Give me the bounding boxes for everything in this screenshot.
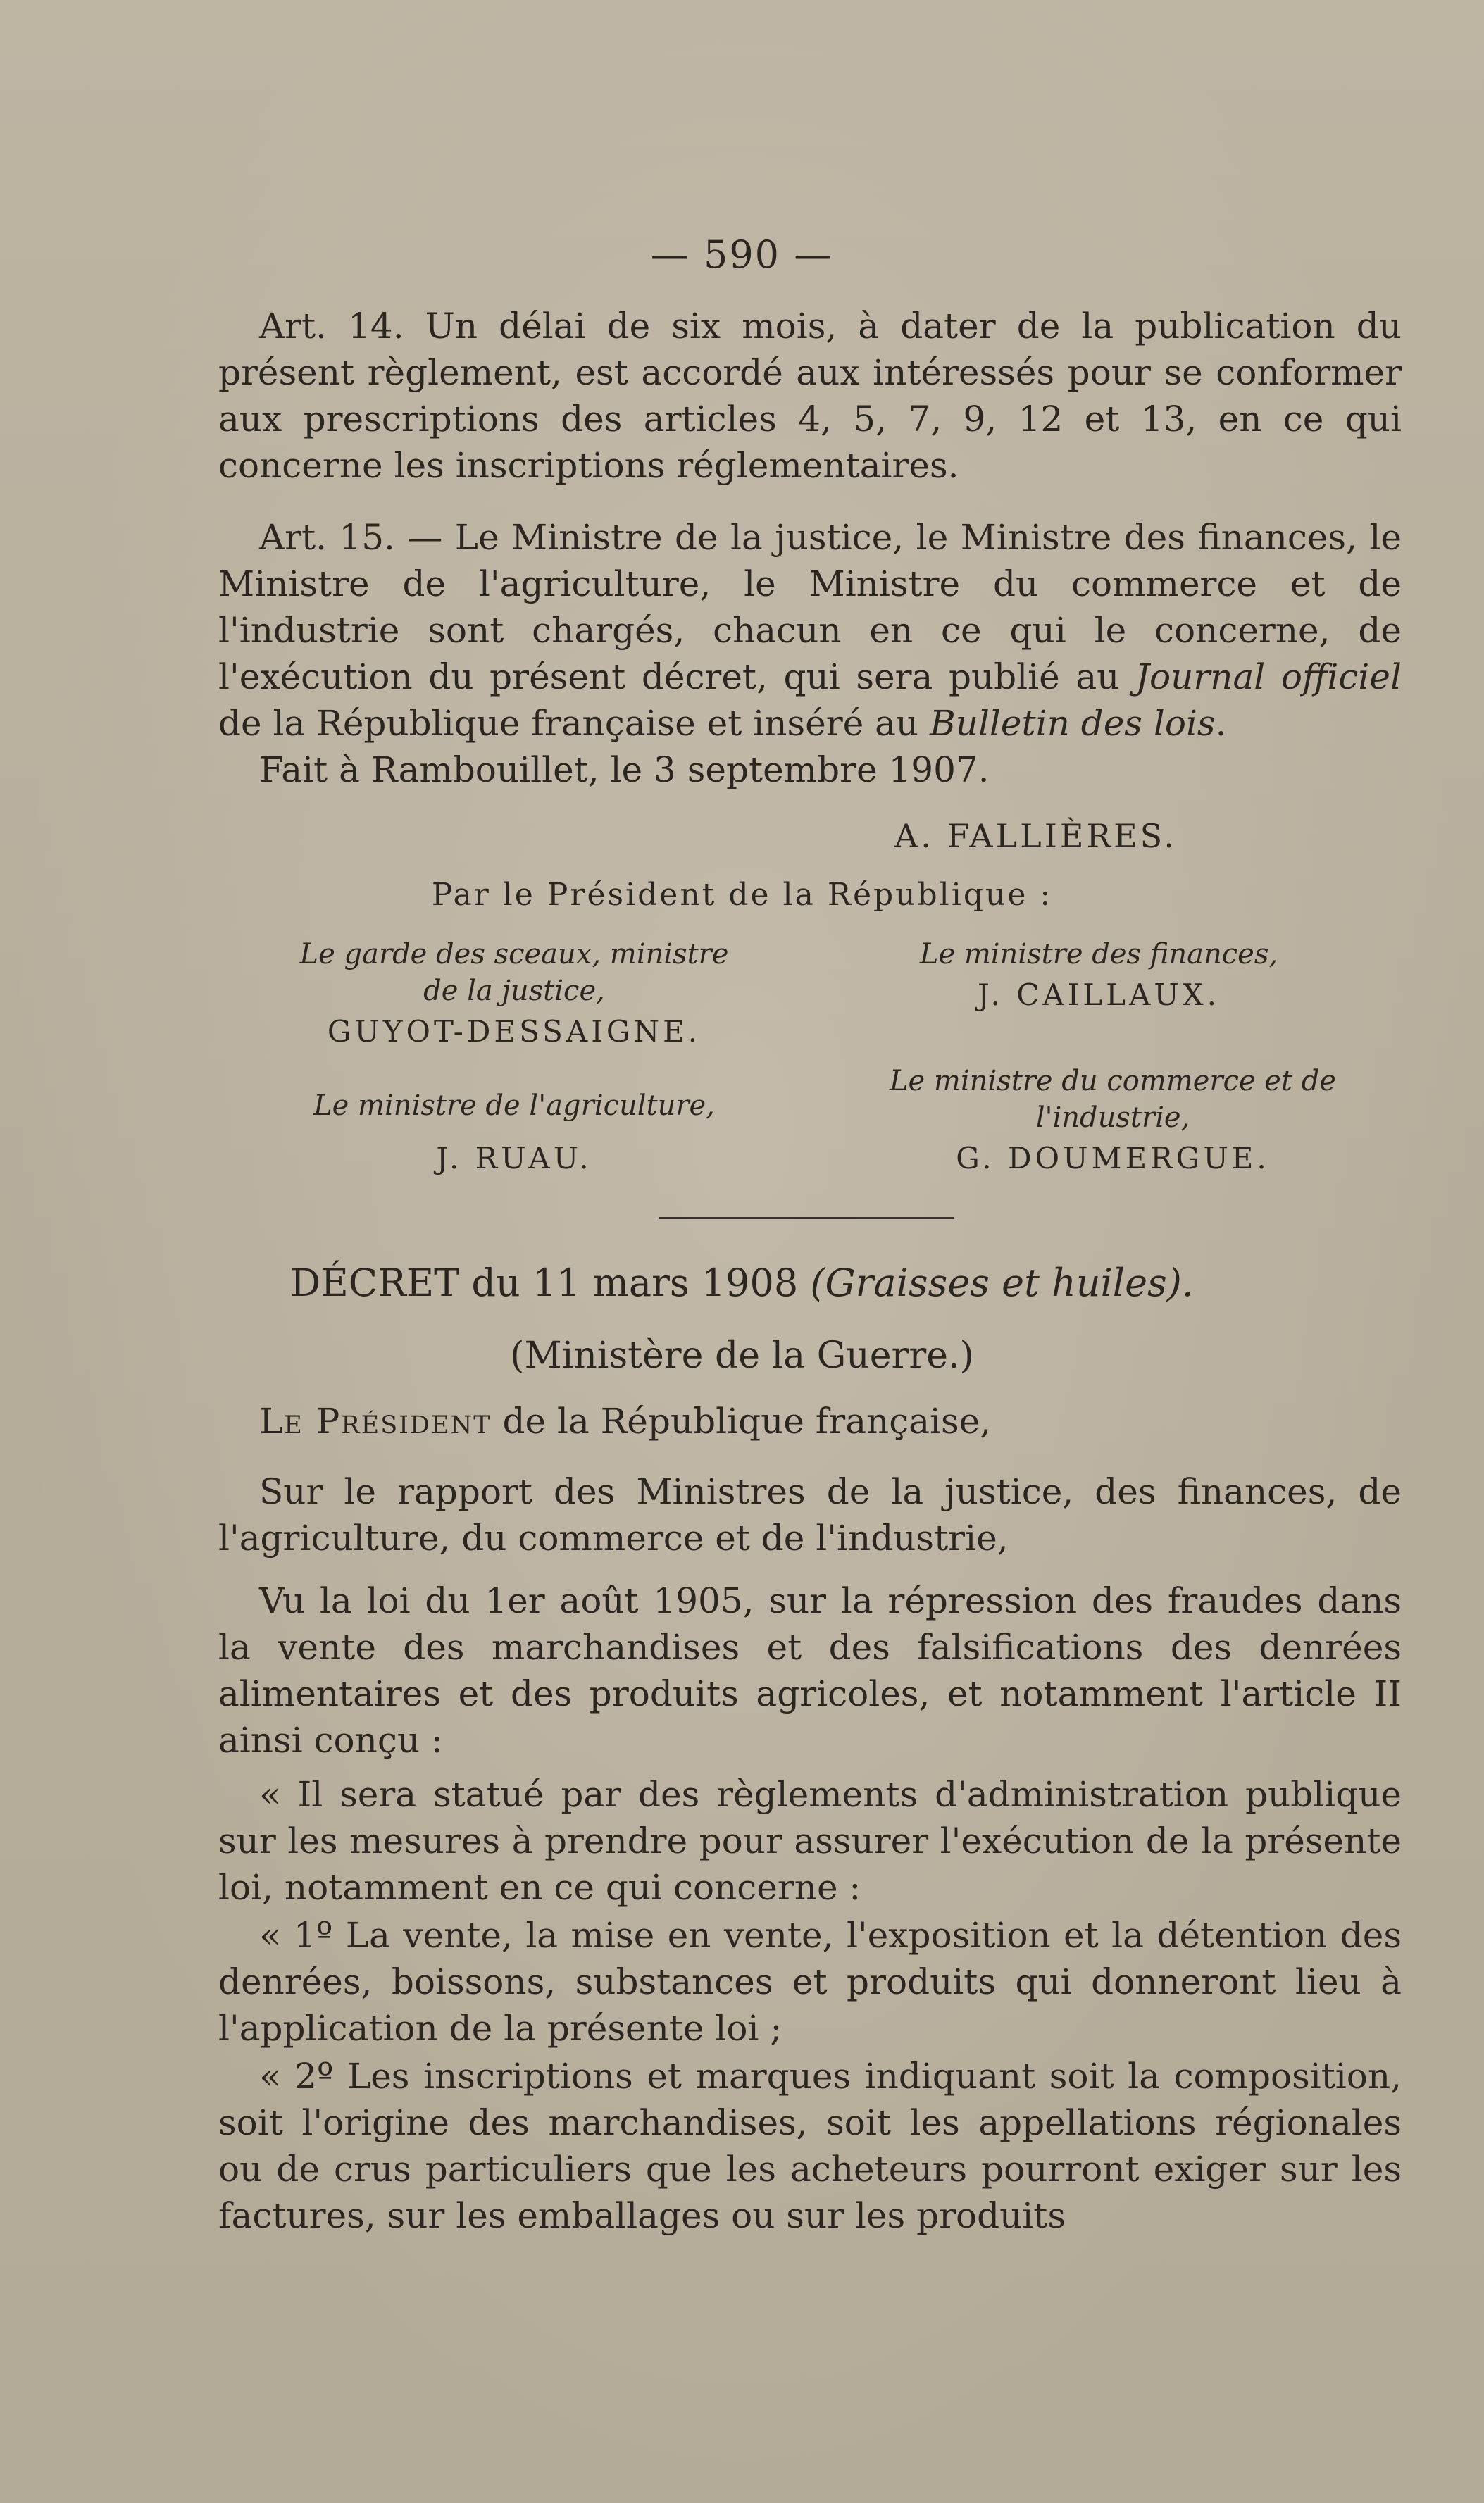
quote-paragraph-2: « 1º La vente, la mise en vente, l'exposition et la détention des denrées, boissons, substances et produits qui donneront lieu à l'application de la présente loi ; xyxy=(218,1915,1402,2049)
preamble-rest: de la République française, xyxy=(491,1401,992,1442)
preamble xyxy=(218,1398,1402,1444)
decree-title-text: DÉCRET du 11 mars 1908 xyxy=(290,1261,799,1305)
president-signature: A. FALLIÈRES. xyxy=(894,817,1178,855)
ministre-finances-title: Le ministre des finances, xyxy=(919,938,1278,970)
preamble-lead: Le Président xyxy=(259,1401,492,1442)
ministre-commerce-title-2: l'industrie, xyxy=(1035,1101,1190,1134)
page-number: — 590 — xyxy=(650,232,834,277)
section-divider xyxy=(659,1217,954,1219)
par-le-president: Par le Président de la République : xyxy=(431,877,1053,913)
article-14: Art. 14. Un délai de six mois, à dater de la publication du présent règlement, est accordé aux intéressés pour se conformer aux prescriptions des articles 4, 5, 7, 9, 12 et 13, en ce qui concerne les inscriptions réglementaires. xyxy=(218,306,1402,486)
sur-le-rapport: Sur le rapport des Ministres de la justice, des finances, de l'agriculture, du commerce et de l'industrie, xyxy=(218,1471,1402,1559)
garde-des-sceaux-name: GUYOT-DESSAIGNE. xyxy=(327,1014,702,1049)
ministry-line: (Ministère de la Guerre.) xyxy=(510,1335,974,1377)
ministre-agriculture-name: J. RUAU. xyxy=(436,1141,592,1175)
journal-officiel: Journal officiel xyxy=(1135,656,1402,697)
ministre-finances-name: J. CAILLAUX. xyxy=(977,978,1221,1012)
article-15-text-end: . xyxy=(1215,703,1227,744)
garde-des-sceaux-title-2: de la justice, xyxy=(423,975,605,1007)
fait-a-rambouillet: Fait à Rambouillet, le 3 septembre 1907. xyxy=(259,749,990,790)
decree-title xyxy=(0,1261,1484,1305)
ministre-commerce-name: G. DOUMERGUE. xyxy=(956,1141,1270,1175)
article-15-text-mid: de la République française et inséré au xyxy=(218,703,930,744)
bulletin-des-lois: Bulletin des lois xyxy=(930,703,1216,744)
garde-des-sceaux-title-1: Le garde des sceaux, ministre xyxy=(299,938,729,970)
quote-paragraph-3: « 2º Les inscriptions et marques indiquant soit la composition, soit l'origine des marchandises, soit les appellations régionales ou de crus particuliers que les acheteurs pourront exiger sur les factures, sur les emballages ou sur les produits xyxy=(218,2056,1402,2236)
article-15 xyxy=(218,514,1402,747)
decree-subject: (Graisses et huiles). xyxy=(810,1261,1194,1305)
ministre-commerce-title-1: Le ministre du commerce et de xyxy=(889,1065,1337,1097)
quote-paragraph-1: « Il sera statué par des règlements d'administration publique sur les mesures à prendre pour assurer l'exécution de la présente loi, notamment en ce qui concerne : xyxy=(218,1774,1402,1908)
article-15-text: Art. 15. — Le Ministre de la justice, le Ministre des finances, le Ministre de l'agriculture, le Ministre du commerce et de l'industrie sont chargés, chacun en ce qui le concerne, de l'exécution du présent décret, qui sera publié au xyxy=(218,517,1402,697)
vu-la-loi: Vu la loi du 1er août 1905, sur la répression des fraudes dans la vente des marchandises et des falsifications des denrées alimentaires et des produits agricoles, et notamment l'article II ainsi conçu : xyxy=(218,1580,1402,1761)
ministre-agriculture-title: Le ministre de l'agriculture, xyxy=(313,1090,715,1122)
